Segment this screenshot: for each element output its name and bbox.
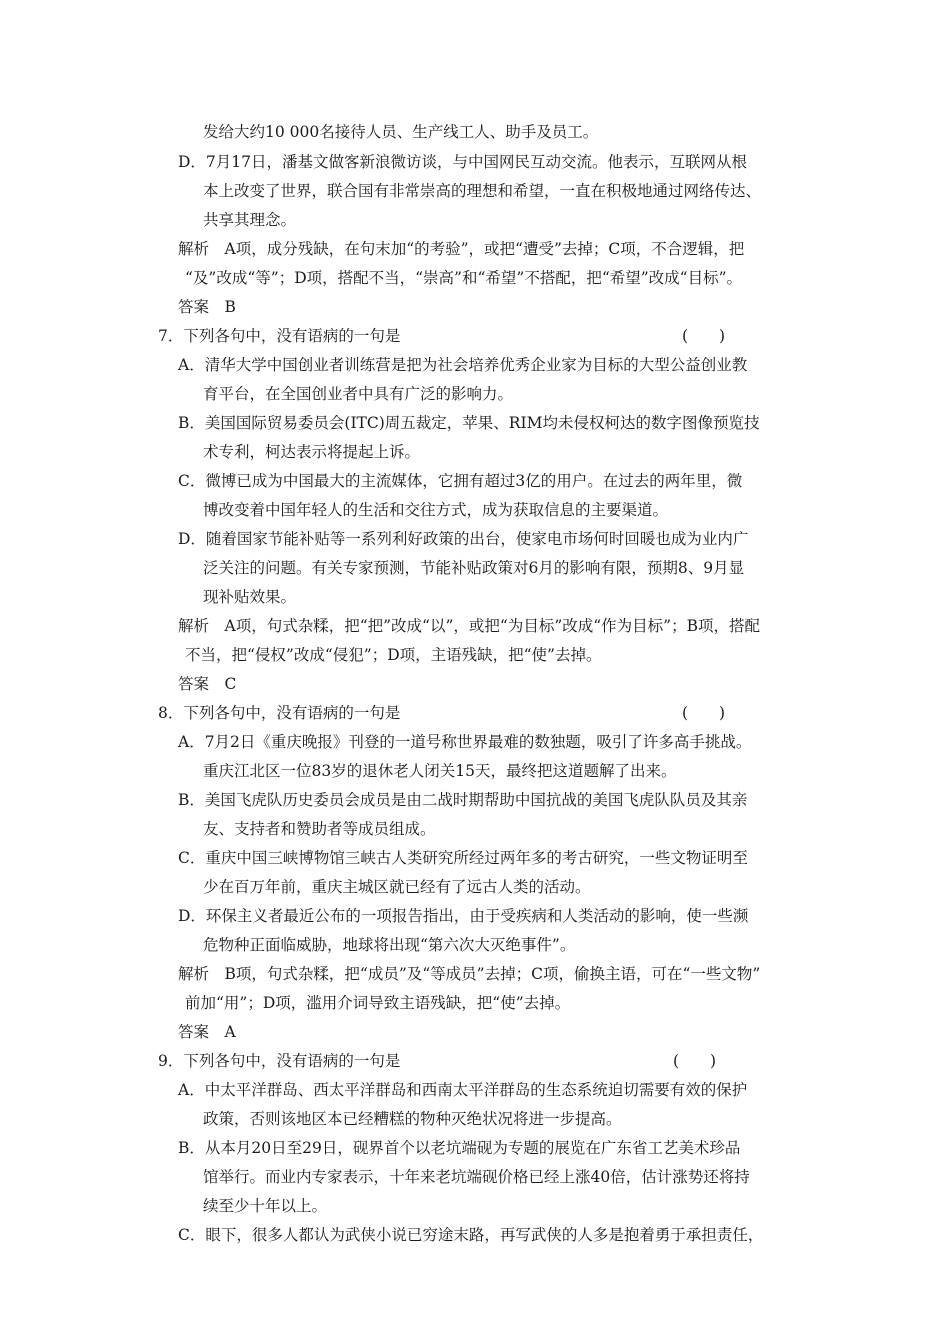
q6-option-d-line3: 共享其理念。 — [203, 211, 297, 229]
q7-analysis: 解析 A项，句式杂糅，把“把”改成“以”，或把“为目标”改成“作为目标”；B项，搭配 — [178, 617, 760, 635]
q7-analysis-line2: 不当，把“侵权”改成“侵犯”；D项，主语残缺，把“使”去掉。 — [185, 646, 602, 664]
q9-option-b-line3: 续至少十年以上。 — [203, 1197, 328, 1215]
q8-option-b-line2: 友、支持者和赞助者等成员组成。 — [203, 820, 436, 838]
q7-option-d-line2: 泛关注的问题。有关专家预测，节能补贴政策对6月的影响有限，预期8、9月显 — [203, 559, 745, 577]
q6-answer: 答案 B — [178, 298, 236, 316]
q7-answer: 答案 C — [178, 675, 237, 693]
q9-option-b-line2: 馆举行。而业内专家表示，十年来老坑端砚价格已经上涨40倍，估计涨势还将持 — [203, 1168, 750, 1186]
q7-option-b-line2: 术专利，柯达表示将提起上诉。 — [203, 443, 421, 461]
q8-option-a-line2: 重庆江北区一位83岁的退休老人闭关15天，最终把这道题解了出来。 — [203, 762, 677, 780]
q8-analysis: 解析 B项，句式杂糅，把“成员”及“等成员”去掉；C项，偷换主语，可在“一些文物” — [178, 965, 761, 983]
q6-analysis-line2: “及”改成“等”；D项，搭配不当，“崇高”和“希望”不搭配，把“希望”改成“目标”。 — [185, 269, 743, 287]
q7-option-d-line3: 现补贴效果。 — [203, 588, 297, 606]
q7-option-c-line2: 博改变着中国年轻人的生活和交往方式，成为获取信息的主要渠道。 — [203, 501, 669, 519]
q6-option-c-continuation: 发给大约10 000名接待人员、生产线工人、助手及员工。 — [203, 123, 599, 141]
q8-option-b: B．美国飞虎队历史委员会成员是由二战时期帮助中国抗战的美国飞虎队队员及其亲 — [178, 791, 748, 809]
q8-option-c: C．重庆中国三峡博物馆三峡古人类研究所经过两年多的考古研究，一些文物证明至 — [178, 849, 748, 867]
q9-stem: 9．下列各句中，没有语病的一句是 — [158, 1052, 401, 1070]
q8-analysis-line2: 前加“用”；D项，滥用介词导致主语残缺，把“使”去掉。 — [185, 994, 571, 1012]
q7-option-c: C．微博已成为中国最大的主流媒体，它拥有超过3亿的用户。在过去的两年里，微 — [178, 472, 743, 490]
q7-stem: 7．下列各句中，没有语病的一句是 — [158, 327, 401, 345]
q9-option-a-line2: 政策，否则该地区本已经糟糕的物种灭绝状况将进一步提高。 — [203, 1110, 622, 1128]
q8-stem: 8．下列各句中，没有语病的一句是 — [158, 704, 401, 722]
q9-option-b: B．从本月20日至29日，砚界首个以老坑端砚为专题的展览在广东省工艺美术珍品 — [178, 1139, 741, 1157]
q7-answer-bracket: ( ) — [682, 327, 726, 345]
q8-option-d-line2: 危物种正面临威胁，地球将出现“第六次大灭绝事件”。 — [203, 936, 576, 954]
q8-option-a: A．7月2日《重庆晚报》刊登的一道号称世界最难的数独题，吸引了许多高手挑战。 — [178, 733, 752, 751]
q6-analysis: 解析 A项，成分残缺，在句末加“的考验”，或把“遭受”去掉；C项，不合逻辑，把 — [178, 240, 745, 258]
q9-option-a: A．中太平洋群岛、西太平洋群岛和西南太平洋群岛的生态系统迫切需要有效的保护 — [178, 1081, 748, 1099]
q8-answer: 答案 A — [178, 1023, 236, 1041]
q8-answer-bracket: ( ) — [682, 704, 726, 722]
q8-option-c-line2: 少在百万年前，重庆主城区就已经有了远古人类的活动。 — [203, 878, 591, 896]
q7-option-a: A．清华大学中国创业者训练营是把为社会培养优秀企业家为目标的大型公益创业教 — [178, 356, 748, 374]
q8-option-d: D．环保主义者最近公布的一项报告指出，由于受疾病和人类活动的影响，使一些濒 — [178, 907, 749, 925]
q9-option-c: C．眼下，很多人都认为武侠小说已穷途末路，再写武侠的人多是抱着勇于承担责任， — [178, 1226, 764, 1244]
q9-answer-bracket: ( ) — [673, 1052, 717, 1070]
q7-option-b: B．美国国际贸易委员会(ITC)周五裁定，苹果、RIM均未侵权柯达的数字图像预览技 — [178, 414, 760, 432]
q7-option-d: D．随着国家节能补贴等一系列利好政策的出台，使家电市场何时回暖也成为业内广 — [178, 530, 749, 548]
q7-option-a-line2: 育平台，在全国创业者中具有广泛的影响力。 — [203, 385, 514, 403]
q6-option-d-line2: 本上改变了世界，联合国有非常崇高的理想和希望，一直在积极地通过网络传达、 — [203, 182, 762, 200]
q6-option-d: D．7月17日，潘基文做客新浪微访谈，与中国网民互动交流。他表示，互联网从根 — [178, 153, 748, 171]
